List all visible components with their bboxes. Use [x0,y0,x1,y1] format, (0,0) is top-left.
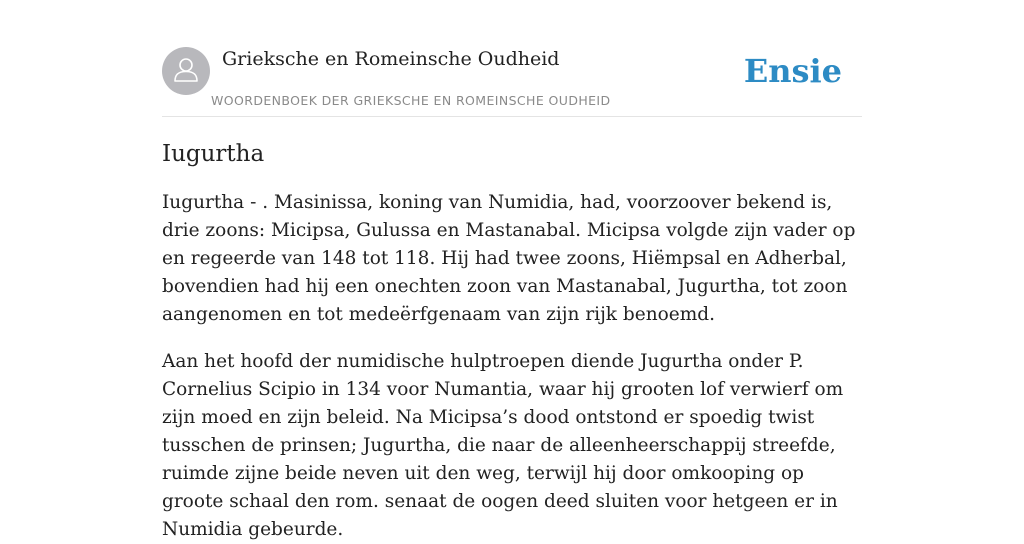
article-paragraph-1: Iugurtha - . Masinissa, koning van Numidia, had, voorzoover bekend is, drie zoons: Micipsa, Gulussa en Mastanabal. Micipsa volgde zijn vader op en regeerde van 148 tot 118. Hij had twee zoons, Hiëmpsal en Adherbal, bovendien had hij een onechten zoon van Mastanabal, Jugurtha, tot zoon aangenomen en tot medeërfgenaam van zijn rijk benoemd. [162,192,856,325]
source-header [162,46,862,117]
user-avatar-icon[interactable] [162,47,210,95]
article-paragraph-2: Aan het hoofd der numidische hulptroepen diende Jugurtha onder P. Cornelius Scipio in 134 voor Numantia, waar hij grooten lof verwierf om zijn moed en zijn beleid. Na Micipsa’s dood ontstond er spoedig twist tusschen de prinsen; Jugurtha, die naar de alleenheerschappij streefde, ruimde zijne beide neven uit den weg, terwijl hij door omkooping op groote schaal den rom. senaat de oogen deed sluiten voor hetgeen er in Numidia gebeurde. [162,351,844,540]
ensie-logo[interactable]: Ensie [743,52,842,90]
article-title: Iugurtha [162,141,265,167]
source-title[interactable]: Grieksche en Romeinsche Oudheid [222,48,560,70]
article [162,138,862,544]
source-subtitle: WOORDENBOEK DER GRIEKSCHE EN ROMEINSCHE OUDHEID [211,93,611,108]
